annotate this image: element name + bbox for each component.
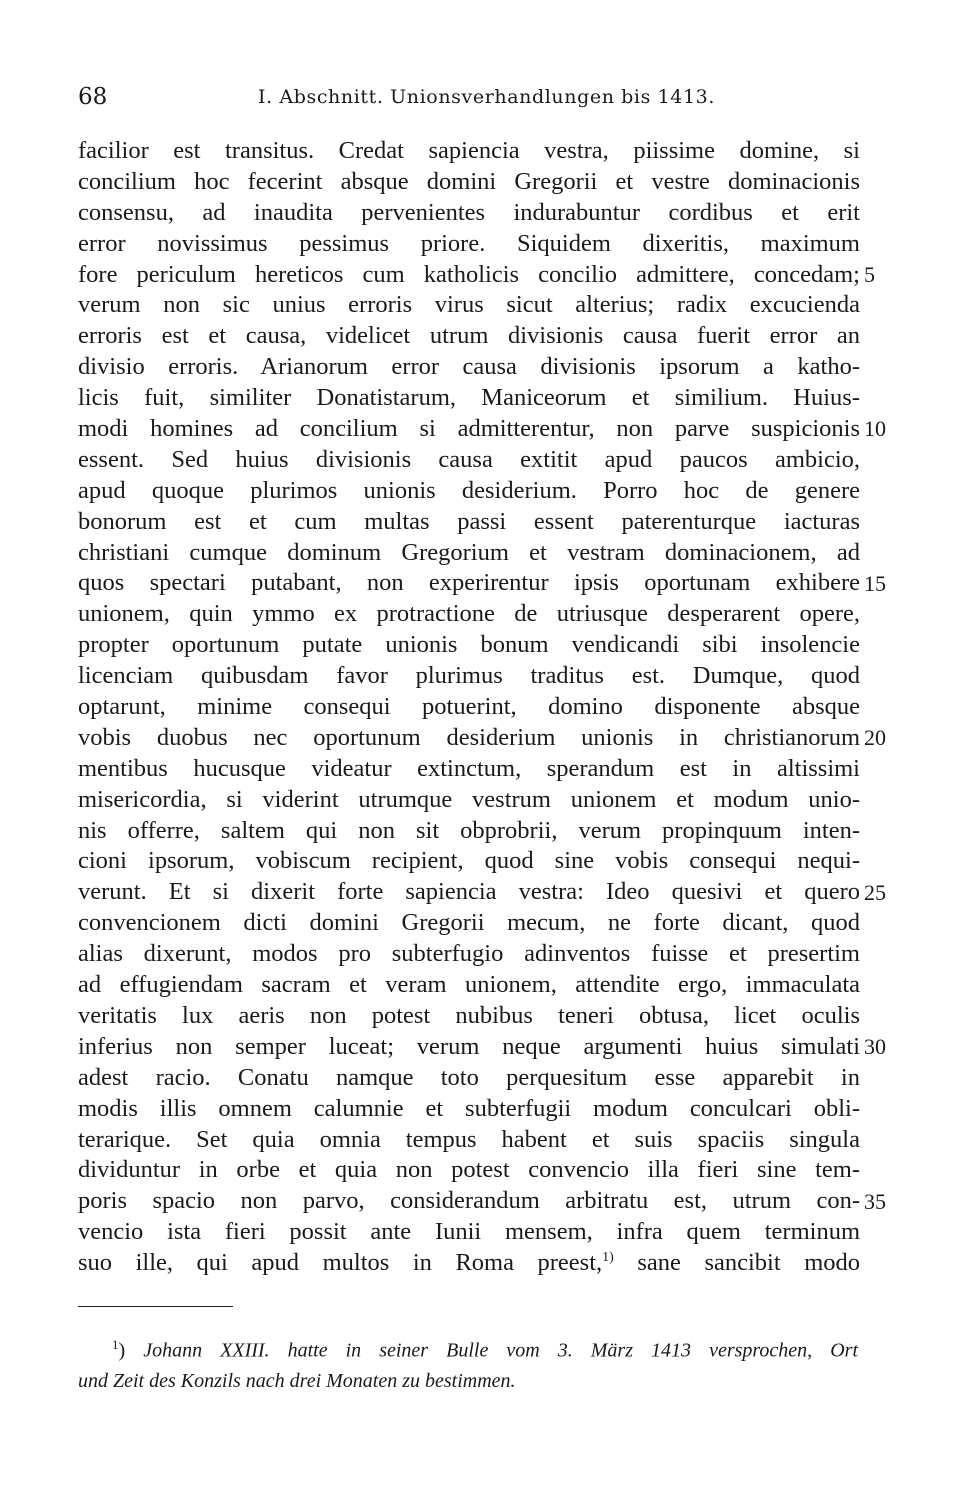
- text-line: quos spectari putabant, non experirentur ipsis oportunam exhibere: [78, 569, 860, 597]
- text-line: vencio ista fieri possit ante Iunii mensem, infra quem terminum: [78, 1218, 860, 1246]
- text-line: consensu, ad inaudita pervenientes indurabuntur cordibus et erit: [78, 198, 860, 226]
- text-line: christiani cumque dominum Gregorium et vestram dominacionem, ad: [78, 538, 860, 566]
- text-line: erroris est et causa, videlicet utrum divisionis causa fuerit error an: [78, 322, 860, 350]
- text-line: licenciam quibusdam favor plurimus traditus est. Dumque, quod: [78, 662, 860, 690]
- text-fragment: sane sancibit modo: [637, 1249, 861, 1277]
- line-number: 20: [864, 725, 886, 751]
- text-line: nis offerre, saltem qui non sit obprobrii, verum propinquum inten-: [78, 816, 860, 844]
- text-line: veritatis lux aeris non potest nubibus teneri obtusa, licet oculis: [78, 1001, 860, 1029]
- text-fragment: suo ille, qui apud multos in Roma preest,: [78, 1249, 603, 1277]
- line-number: 5: [864, 261, 875, 287]
- footnote: [78, 1330, 858, 1396]
- text-line: bonorum est et cum multas passi essent paterenturque iacturas: [78, 507, 860, 535]
- text-line: concilium hoc fecerint absque domini Gregorii et vestre dominacionis: [78, 167, 860, 195]
- text-line: propter oportunum putate unionis bonum vendicandi sibi insolencie: [78, 631, 860, 659]
- text-line: convencionem dicti domini Gregorii mecum, ne forte dicant, quod: [78, 909, 860, 937]
- footnote-reference[interactable]: 1): [602, 1249, 614, 1265]
- running-head: I. Abschnitt. Unionsverhandlungen bis 1413.: [258, 86, 715, 108]
- text-line: modi homines ad concilium si admitterentur, non parve suspicionis: [78, 415, 860, 443]
- body-text: [78, 136, 860, 1279]
- text-line: vobis duobus nec oportunum desiderium unionis in christianorum: [78, 723, 860, 751]
- line-number: 10: [864, 416, 886, 442]
- text-line: error novissimus pessimus priore. Siquidem dixeritis, maximum: [78, 229, 860, 257]
- text-line: apud quoque plurimos unionis desiderium. Porro hoc de genere: [78, 476, 860, 504]
- text-line: divisio erroris. Arianorum error causa divisionis ipsorum a katho-: [78, 353, 860, 381]
- text-line: dividuntur in orbe et quia non potest convencio illa fieri sine tem-: [78, 1156, 860, 1184]
- text-line: verum non sic unius erroris virus sicut alterius; radix excucienda: [78, 291, 860, 319]
- text-line: facilior est transitus. Credat sapiencia vestra, piissime domine, si: [78, 137, 860, 164]
- line-number: 25: [864, 879, 886, 905]
- text-line: terarique. Set quia omnia tempus habent et suis spaciis singula: [78, 1125, 860, 1153]
- line-number: 15: [864, 570, 886, 596]
- line-number: 35: [864, 1188, 886, 1214]
- text-line: licis fuit, similiter Donatistarum, Maniceorum et similium. Huius-: [78, 384, 860, 412]
- text-line: mentibus hucusque videatur extinctum, sperandum est in altissimi: [78, 754, 860, 782]
- footnote-marker: 1: [112, 1337, 119, 1352]
- text-line: essent. Sed huius divisionis causa extitit apud paucos ambicio,: [78, 445, 860, 473]
- text-line: fore periculum hereticos cum katholicis concilio admittere, concedam;: [78, 260, 860, 288]
- text-line-with-footnote-ref: [78, 1248, 860, 1279]
- text-line: inferius non semper luceat; verum neque argumenti huius simulati: [78, 1032, 860, 1060]
- text-line: optarunt, minime consequi potuerint, domino disponente absque: [78, 693, 860, 721]
- text-line: misericordia, si viderint utrumque vestrum unionem et modum unio-: [78, 785, 860, 813]
- text-line: cioni ipsorum, vobiscum recipient, quod sine vobis consequi nequi-: [78, 847, 860, 875]
- page-number: 68: [78, 84, 108, 110]
- text-line: alias dixerunt, modos pro subterfugio adinventos fuisse et presertim: [78, 940, 860, 968]
- text-line: verunt. Et si dixerit forte sapiencia vestra: Ideo quesivi et quero: [78, 878, 860, 906]
- text-line: poris spacio non parvo, considerandum arbitratu est, utrum con-: [78, 1187, 860, 1215]
- line-number: 30: [864, 1034, 886, 1060]
- text-line: adest racio. Conatu namque toto perquesitum esse apparebit in: [78, 1063, 860, 1091]
- text-line: modis illis omnem calumnie et subterfugii modum conculcari obli-: [78, 1094, 860, 1122]
- page-header: [78, 84, 878, 120]
- footnote-line: und Zeit des Konzils nach drei Monaten zu bestimmen.: [78, 1369, 516, 1392]
- footnote-separator: [78, 1306, 233, 1307]
- footnote-line: [78, 1330, 858, 1366]
- text-line: unionem, quin ymmo ex protractione de utriusque desperarent opere,: [78, 600, 860, 628]
- footnote-text: Johann XXIII. hatte in seiner Bulle vom 3. März 1413 versprochen, Ort: [143, 1339, 859, 1362]
- text-line: ad effugiendam sacram et veram unionem, attendite ergo, immaculata: [78, 971, 860, 999]
- footnote-marker-paren: ): [118, 1339, 126, 1362]
